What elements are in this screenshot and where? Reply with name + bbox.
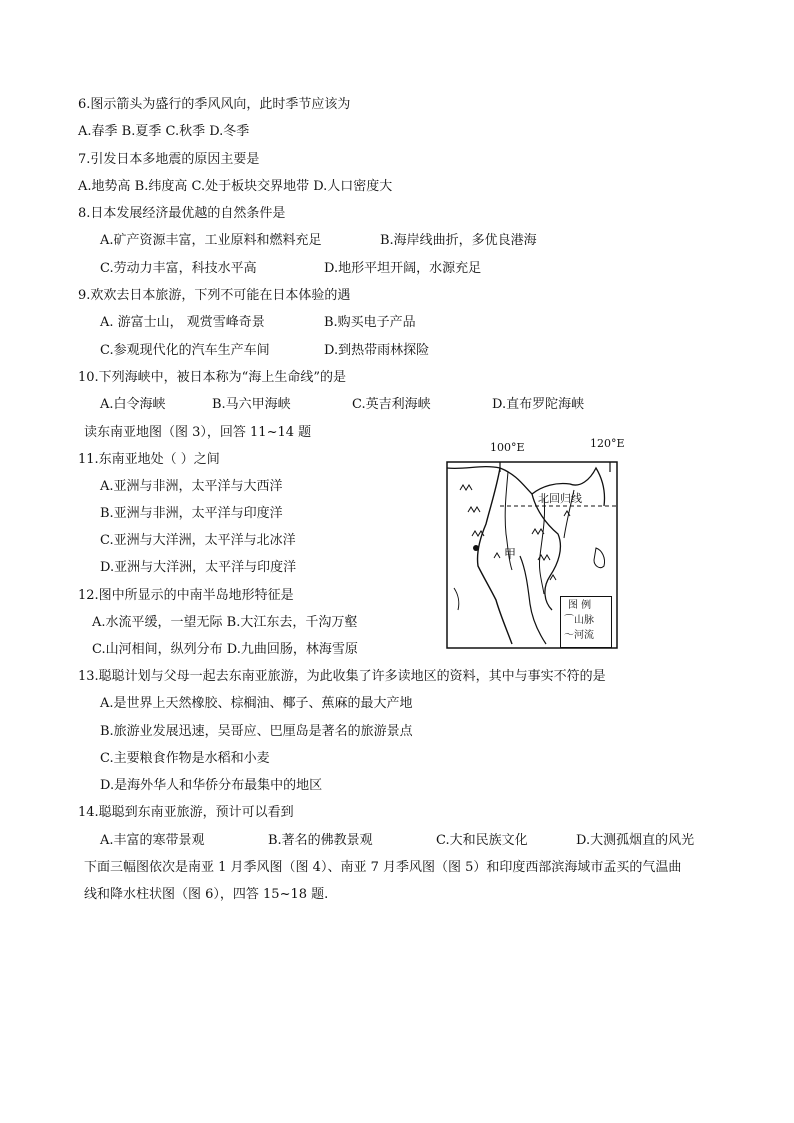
map-legend bbox=[560, 596, 612, 648]
q13-option-d: D.是海外华人和华侨分布最集中的地区 bbox=[100, 778, 323, 793]
southeast-asia-map bbox=[446, 437, 625, 652]
instruction-11-14: 读东南亚地图（图 3），回答 11~14 题 bbox=[84, 425, 312, 440]
q14-option-b: B.著名的佛教景观 bbox=[268, 833, 373, 848]
q8-option-d: D.地形平坦开阔，水源充足 bbox=[324, 261, 482, 276]
longitude-120e-label: 120°E bbox=[590, 437, 625, 450]
q8-option-b: B.海岸线曲折，多优良港海 bbox=[380, 233, 537, 248]
q6-options: A.春季 B.夏季 C.秋季 D.冬季 bbox=[78, 124, 250, 139]
region-jia-label: 甲 bbox=[504, 547, 517, 561]
q7-stem: 7.引发日本多地震的原因主要是 bbox=[78, 152, 260, 167]
q13-stem: 13.聪聪计划与父母一起去东南亚旅游，为此收集了许多读地区的资料，其中与事实不符的是 bbox=[78, 669, 606, 684]
q12-options-ab: A.水流平缓，一望无际 B.大江东去，千沟万壑 bbox=[92, 615, 358, 630]
legend-river-label: 河流 bbox=[574, 630, 594, 641]
mountain-symbol-icon: ⌒ bbox=[564, 615, 574, 626]
river-symbol-icon: 〜 bbox=[564, 630, 574, 641]
q12-options-cd: C.山河相间，纵列分布 D.九曲回肠，林海雪原 bbox=[92, 642, 358, 657]
tropic-of-cancer-label: 北回归线 bbox=[538, 492, 582, 505]
q14-option-c: C.大和民族文化 bbox=[436, 833, 528, 848]
q12-stem: 12.图中所显示的中南半岛地形特征是 bbox=[78, 588, 294, 603]
q6-stem: 6.图示箭头为盛行的季风风向，此时季节应该为 bbox=[78, 97, 351, 112]
q9-option-c: C.参观现代化的汽车生产车间 bbox=[100, 343, 270, 358]
legend-mountain-row bbox=[564, 615, 594, 627]
q11-option-c: C.亚洲与大洋洲，太平洋与北冰洋 bbox=[100, 533, 296, 548]
q7-options: A.地势高 B.纬度高 C.处于板块交界地带 D.人口密度大 bbox=[78, 179, 393, 194]
q13-option-b: B.旅游业发展迅速，吴哥应、巴厘岛是著名的旅游景点 bbox=[100, 724, 413, 739]
q10-option-d: D.直布罗陀海峡 bbox=[492, 397, 585, 412]
q9-option-d: D.到热带雨林探险 bbox=[324, 343, 430, 358]
legend-mountain-label: 山脉 bbox=[574, 615, 594, 626]
q8-stem: 8.日本发展经济最优越的自然条件是 bbox=[78, 206, 286, 221]
q13-option-a: A.是世界上天然橡胶、棕榈油、椰子、蕉麻的最大产地 bbox=[100, 696, 413, 711]
q10-option-a: A.白令海峡 bbox=[100, 397, 166, 412]
q11-option-b: B.亚洲与非洲，太平洋与印度洋 bbox=[100, 506, 283, 521]
longitude-100e-label: 100°E bbox=[490, 441, 525, 454]
instruction-15-18-line1: 下面三幅图依次是南亚 1 月季风图（图 4）、南亚 7 月季风图（图 5）和印度西部滨海域市孟买的气温曲 bbox=[84, 860, 682, 875]
q8-option-c: C.劳动力丰富，科技水平高 bbox=[100, 261, 257, 276]
instruction-15-18-line2: 线和降水柱状图（图 6），四答 15~18 题. bbox=[84, 887, 329, 902]
q9-option-b: B.购买电子产品 bbox=[324, 315, 416, 330]
legend-river-row bbox=[564, 630, 594, 642]
q14-stem: 14.聪聪到东南亚旅游，预计可以看到 bbox=[78, 805, 294, 820]
q8-option-a: A.矿产资源丰富，工业原料和燃料充足 bbox=[100, 233, 322, 248]
q11-option-d: D.亚洲与大洋洲，太平洋与印度洋 bbox=[100, 560, 297, 575]
legend-title: 图 例 bbox=[568, 600, 592, 611]
q10-stem: 10.下列海峡中，被日本称为“海上生命线”的是 bbox=[78, 370, 346, 385]
q13-option-c: C.主要粮食作物是水稻和小麦 bbox=[100, 751, 270, 766]
q11-stem: 11.东南亚地处（ ）之间 bbox=[78, 452, 220, 467]
q9-stem: 9.欢欢去日本旅游，下列不可能在日本体验的遇 bbox=[78, 288, 351, 303]
q14-option-a: A.丰富的寒带景观 bbox=[100, 833, 205, 848]
q10-option-b: B.马六甲海峡 bbox=[212, 397, 291, 412]
q9-option-a: A. 游富士山， 观赏雪峰奇景 bbox=[100, 315, 265, 330]
q10-option-c: C.英吉利海峡 bbox=[352, 397, 431, 412]
q11-option-a: A.亚洲与非洲，太平洋与大西洋 bbox=[100, 479, 283, 494]
q14-option-d: D.大测孤烟直的风光 bbox=[576, 833, 695, 848]
